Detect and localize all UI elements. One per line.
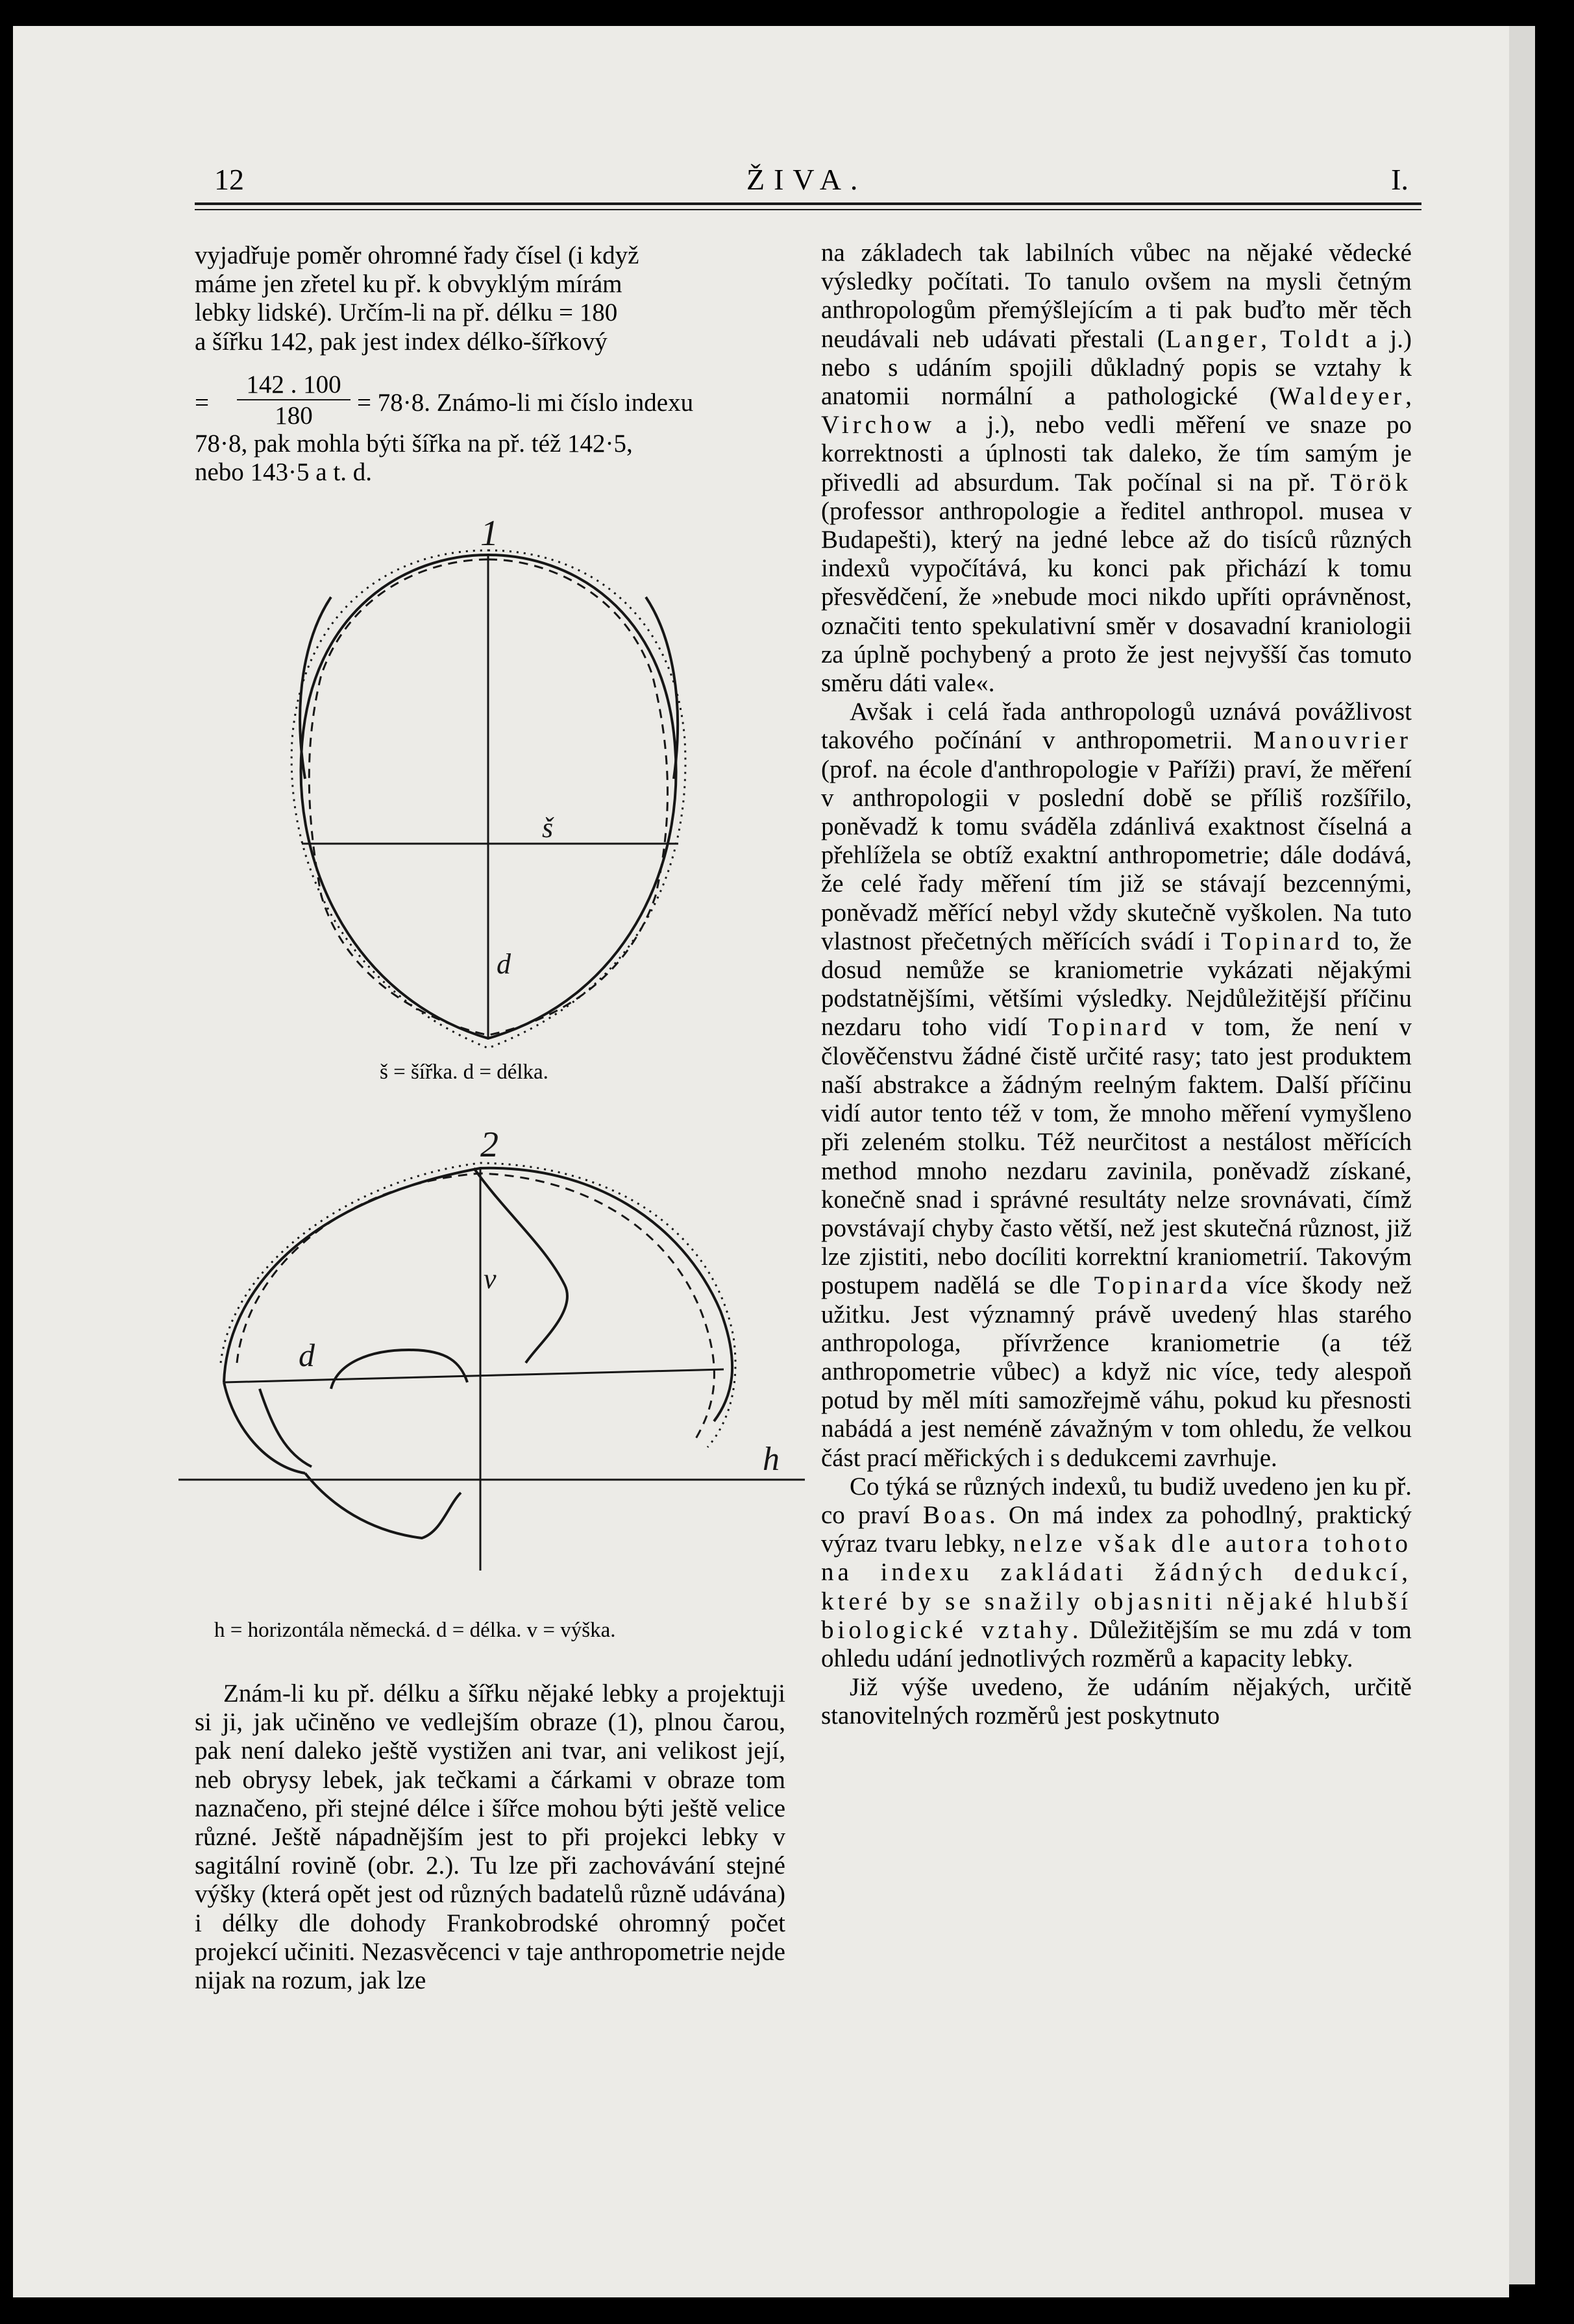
left-top-text — [195, 241, 785, 356]
page-number: 12 — [214, 163, 244, 196]
figure-2-skull-side-view — [175, 1116, 811, 1584]
formula-denominator: 180 — [275, 402, 313, 430]
author-name: Topinard — [1221, 927, 1344, 955]
running-header — [195, 162, 1421, 201]
figure-2-number: 2 — [480, 1125, 498, 1165]
text-line: a šířku 142, pak jest index délko-šířkový — [195, 327, 608, 356]
text-line: máme jen zřetel ku př. k obvyklým mírám — [195, 270, 622, 299]
right-column-text — [821, 239, 1412, 1731]
label-h: h — [763, 1441, 780, 1478]
header-rule — [195, 202, 1421, 210]
paragraph: Co týká se různých indexů, tu budiž uvedeno jen ku př. co praví Boas. On má index za pohodlný, praktický výraz tvaru lebky, nelze však dle autora tohoto na indexu zakládati žádných dedukcí, které by se snažily objasniti nějaké hlubší biologické vztahy. Důležitějším se mu zdá v tom ohledu udání jednotlivých rozměrů a kapacity lebky. — [821, 1472, 1412, 1672]
author-name: Toldt — [1280, 324, 1353, 353]
author-name: Virchow — [821, 411, 936, 439]
figure-1-number: 1 — [480, 513, 498, 554]
author-name: Török — [1330, 468, 1412, 496]
text-line: nebo 143·5 a t. d. — [195, 458, 372, 487]
figure-1-caption: š = šířka. d = délka. — [380, 1060, 548, 1084]
page-fold — [1509, 26, 1535, 2284]
paragraph: na základech tak labilních vůbec na nějaké vědecké výsledky počítati. To tanulo ovšem na mysli četným anthropologům přemýšlejícím a ti pak buďto měr těch neudávali neb udávati přestali (Langer, Toldt a j.) nebo s udáním spojili důkladný popis se vztahy k anatomii normální a pathologické (Waldeyer, Virchow a j.), nebo vedli měření ve snaze po korrektnosti a úplnosti tak daleko, že tím samým je přivedli ad absurdum. Tak počínal si na př. Török (professor anthropologie a ředitel anthropol. musea v Budapešti), který na jedné lebce až do tisíců různých indexů vypočítává, ku konci pak přichází k tomu přesvědčení, že »nebude moci nikdo upříti oprávněnost, označiti tento spekulativní směr v dosavadní kraniologii za úplně pochybený a proto že jest nejvyšší čas tomuto směru dáti vale«. — [821, 239, 1412, 698]
figure-2-caption: h = horizontála německá. d = délka. v = výška. — [214, 1619, 616, 1642]
formula-numerator: 142 . 100 — [246, 371, 341, 398]
paragraph: Avšak i celá řada anthropologů uznává povážlivost takového počínání v anthropometrii. Manouvrier (prof. na école d'anthropologie v Paříži) praví, že měření v anthropologii v poslední době se příliš rozšířilo, poněvadž k tomu sváděla zdánlivá exaktnost číselná a přehlížela se obtíž exaktní anthropometrie; dále dodává, že celé řady měření tím již se stávají bezcennými, poněvadž měřící nebyl vždy skutečně vyškolen. Na tuto vlastnost přečetných měřících svádí i Topinard to, že dosud nemůže se kraniometrie vykázati nějakými podstatnějšími, většími výsledky. Nejdůležitější příčinu nezdaru toho vidí Topinard v tom, že není v člověčenstvu žádné čistě určité rasy; tato jest produktem naší abstrakce a žádným reelným faktem. Další příčinu vidí autor tento též v tom, že mnoho měření vymyšleno při zeleném stolku. Též neurčitost a nestálost měřících method mnoho nezdaru zavinila, poněvadž získané, konečně snad i správné resultáty nelze srovnávati, čímž povstávají chyby často větší, než jest skutečná různost, již lze zjistiti, nebo docíliti korrektní kraniometrií. Takovým postupem nadělá se dle Topinarda více škody než užitku. Jest významný právě uvedený hlas starého anthropologa, přívržence kraniometrie (a též anthropometrie vůbec) a když nic více, tedy alespoň potud by měl míti samozřejmě váhu, pokud ku přesnosti nabádá a jest neméně závažným v tom ohledu, že velkou část prací měřických i s dedukcemi zavrhuje. — [821, 698, 1412, 1472]
left-top-continuation — [195, 430, 785, 487]
text-line: lebky lidské). Určím-li na př. délku = 180 — [195, 299, 618, 327]
formula-equals: = — [195, 389, 209, 417]
paragraph: Již výše uvedeno, že udáním nějakých, určitě stanovitelných rozměrů jest poskytnuto — [821, 1673, 1412, 1730]
author-name: Boas — [923, 1500, 990, 1529]
skull-profile-dotted — [221, 1163, 735, 1447]
author-name: Topinard — [1048, 1013, 1171, 1042]
author-name: Manouvrier — [1253, 726, 1412, 755]
label-d: d — [299, 1337, 315, 1373]
figure-1-skull-top-view — [286, 506, 701, 1058]
volume-number: I. — [1391, 163, 1408, 196]
author-name: Topinarda — [1094, 1271, 1232, 1300]
paragraph: Znám-li ku př. délku a šířku nějaké lebky a projektuji si ji, jak učiněno ve vedlejším obraze (1), plnou čarou, pak není daleko ještě vystižen ani tvar, ani velikost její, neb obrysy lebek, jak tečkami a čárkami v obraze tom naznačeno, při stejné délce i šířce mohou býti ještě velice různé. Ještě nápadnějším jest to při projekci lebky v sagitální rovině (obr. 2.). Tu lze při zachovávání stejné výšky (která opět jest od různých badatelů různě udávána) i délky dle dohody Frankobrodské ohromný počet projekcí učiniti. Nezasvěcenci v taje anthropometrie nejde nijak na rozum, jak lze — [195, 1680, 785, 1995]
author-name: Waldeyer — [1277, 382, 1406, 411]
journal-title: ŽIVA. — [746, 163, 867, 196]
label-d: d — [497, 948, 511, 980]
left-bottom-text — [195, 1680, 785, 1995]
author-name: Langer — [1165, 324, 1261, 353]
text-line: 78·8, pak mohla býti šířka na př. též 142·5, — [195, 430, 633, 458]
formula-result: = 78·8. Známo-li mi číslo indexu — [357, 389, 694, 417]
index-formula — [195, 370, 785, 428]
text-line: vyjadřuje poměr ohromné řady čísel (i když — [195, 241, 639, 269]
label-v: v — [484, 1263, 497, 1295]
spaced-emphasis: nelze však dle autora tohoto na indexu zakládati žádných dedukcí, které by se snažily objasniti nějaké hlubší biologické vztahy — [821, 1530, 1412, 1644]
label-s: š — [542, 812, 554, 844]
